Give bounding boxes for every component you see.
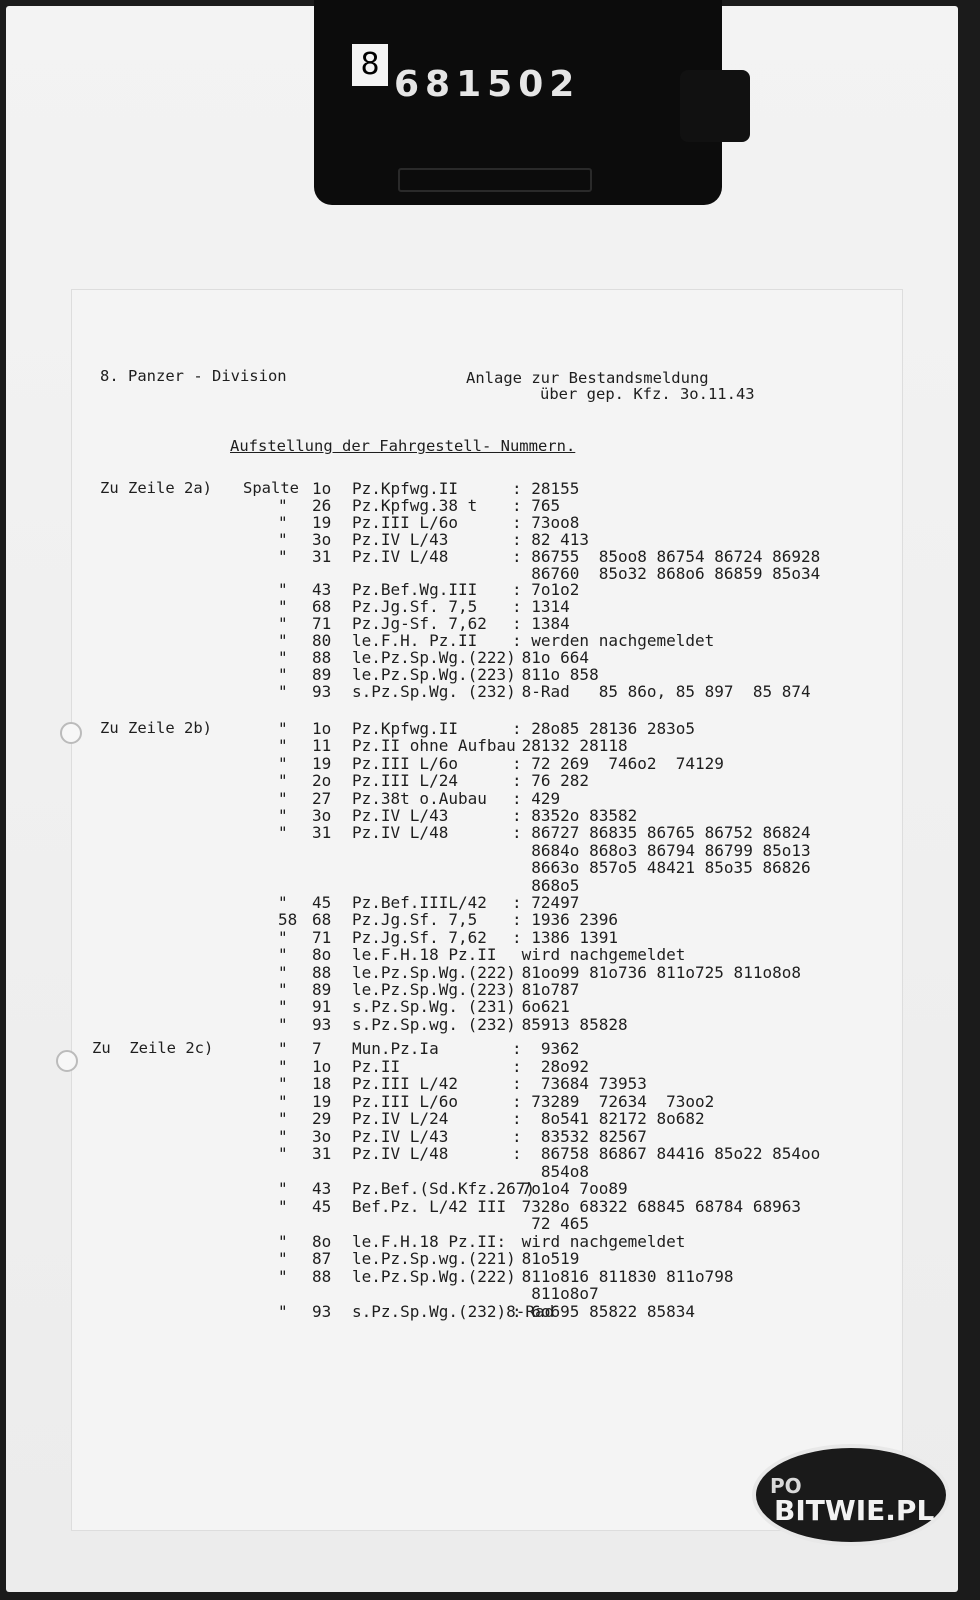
- chassis-numbers: : 8352o 83582: [512, 806, 638, 825]
- ditto-mark: ": [278, 736, 288, 756]
- annex-line-1: Anlage zur Bestandsmeldung: [466, 369, 709, 387]
- ditto-mark: ": [278, 580, 288, 600]
- ditto-mark: ": [278, 1179, 288, 1198]
- chassis-numbers: 811o 858: [512, 664, 599, 684]
- annex-line-2: über gep. Kfz. 3o.11.43: [540, 385, 755, 403]
- row-number: 43: [312, 580, 332, 600]
- ditto-mark: ": [278, 1014, 288, 1034]
- counter-slot: [398, 168, 592, 192]
- vehicle-type: s.Pz.Sp.Wg. (231): [352, 997, 516, 1017]
- vehicle-type: Pz.Bef.Wg.III: [352, 580, 478, 600]
- vehicle-type: le.F.H. Pz.II: [352, 631, 478, 651]
- row-number: 88: [312, 1266, 332, 1286]
- counter-tag: 8: [352, 44, 388, 86]
- vehicle-type: le.Pz.Sp.Wg.(222): [352, 962, 516, 982]
- vehicle-type: le.Pz.Sp.wg.(221): [352, 1249, 516, 1268]
- chassis-numbers: wird nachgemeldet: [512, 1231, 686, 1251]
- vehicle-type: Pz.IV L/43: [352, 1126, 449, 1146]
- chassis-numbers: : werden nachgemeldet: [512, 631, 715, 651]
- ditto-mark: ": [278, 512, 288, 532]
- ditto-mark: ": [278, 823, 288, 843]
- ditto-mark: ": [278, 1144, 288, 1163]
- ditto-mark: ": [278, 681, 288, 701]
- section-c-label: Zu Zeile 2c): [92, 1039, 214, 1057]
- vehicle-type: Pz.IV L/43: [352, 529, 449, 549]
- chassis-numbers: : 73684 73953: [512, 1074, 647, 1093]
- row-number: 3o: [312, 529, 332, 549]
- vehicle-type: le.Pz.Sp.Wg.(222): [352, 648, 516, 667]
- vehicle-type: Pz.III L/24: [352, 771, 458, 791]
- row-number: 89: [312, 980, 332, 999]
- chassis-numbers: 854o8: [512, 1161, 590, 1181]
- row-number: 2o: [312, 771, 332, 791]
- row-number: 87: [312, 1249, 332, 1268]
- spalte-label: Spalte: [243, 479, 299, 497]
- chassis-numbers: : 83532 82567: [512, 1126, 647, 1146]
- section-b-label: Zu Zeile 2b): [100, 719, 212, 737]
- document-title: Aufstellung der Fahrgestell- Nummern.: [230, 437, 576, 455]
- punch-hole: [60, 722, 82, 744]
- vehicle-type: Pz.Bef.IIIL/42: [352, 893, 487, 912]
- ditto-mark: ": [278, 719, 288, 738]
- chassis-numbers: : 86727 86835 86765 86752 86824: [512, 823, 811, 843]
- chassis-numbers: wird nachgemeldet: [512, 945, 686, 965]
- watermark-main: BITWIE.PL: [774, 1494, 935, 1527]
- chassis-numbers: : 72497: [512, 893, 580, 912]
- vehicle-type: le.Pz.Sp.Wg.(222): [352, 1266, 516, 1286]
- vehicle-type: Pz.38t o.Aubau: [352, 788, 487, 808]
- chassis-numbers: : 72 269 746o2 74129: [512, 753, 724, 773]
- ditto-mark: ": [278, 997, 288, 1017]
- ditto-mark: ": [278, 648, 288, 667]
- vehicle-type: Pz.III L/6o: [352, 1091, 458, 1111]
- vehicle-type: Pz.Bef.(Sd.Kfz.267): [352, 1179, 536, 1198]
- chassis-numbers: : 6o695 85822 85834: [512, 1301, 696, 1321]
- row-number: 3o: [312, 1126, 332, 1146]
- vehicle-type: Pz.IV L/43: [352, 806, 449, 825]
- section-a-label: Zu Zeile 2a): [100, 479, 212, 497]
- ditto-mark: ": [278, 945, 288, 965]
- chassis-numbers: 811o8o7: [512, 1284, 599, 1303]
- vehicle-type: Pz.II: [352, 1056, 401, 1076]
- chassis-numbers: : 73oo8: [512, 512, 580, 532]
- division-name: 8. Panzer - Division: [100, 367, 287, 385]
- vehicle-type: Pz.Kpfwg.38 t: [352, 495, 478, 515]
- chassis-numbers: : 9362: [512, 1039, 580, 1058]
- row-number: 93: [312, 681, 332, 701]
- chassis-numbers: : 28o85 28136 283o5: [512, 719, 696, 738]
- vehicle-type: Pz.III L/42: [352, 1074, 458, 1093]
- row-number: 88: [312, 962, 332, 982]
- vehicle-type: Pz.Kpfwg.II: [352, 719, 458, 738]
- ditto-mark: ": [278, 1231, 288, 1251]
- chassis-numbers: 811o816 811830 811o798: [512, 1266, 734, 1286]
- chassis-numbers: : 765: [512, 495, 561, 515]
- row-number: 68: [312, 910, 332, 930]
- document-page: [72, 290, 902, 1530]
- chassis-numbers: 8-Rad 85 86o, 85 897 85 874: [512, 681, 811, 701]
- chassis-numbers: : 429: [512, 788, 561, 808]
- vehicle-type: Mun.Pz.Ia: [352, 1039, 439, 1058]
- ditto-mark: ": [278, 980, 288, 999]
- ditto-mark: ": [278, 1301, 288, 1321]
- ditto-mark: ": [278, 1109, 288, 1128]
- row-number: 8o: [312, 945, 332, 965]
- row-number: 8o: [312, 1231, 332, 1251]
- ditto-mark: ": [278, 1056, 288, 1076]
- ditto-mark: ": [278, 1249, 288, 1268]
- row-number: 3o: [312, 806, 332, 825]
- punch-hole: [56, 1050, 78, 1072]
- watermark-top: PO: [770, 1474, 802, 1498]
- vehicle-type: Pz.III L/6o: [352, 512, 458, 532]
- counter-digits: 681502: [394, 64, 581, 105]
- row-number: 71: [312, 614, 332, 634]
- chassis-numbers: : 1384: [512, 614, 570, 634]
- row-number: 80: [312, 631, 332, 651]
- row-number: 93: [312, 1014, 332, 1034]
- chassis-numbers: : 28155: [512, 479, 580, 498]
- chassis-numbers: : 1386 1391: [512, 927, 618, 947]
- row-number: 26: [312, 495, 332, 515]
- ditto-mark: 58: [278, 910, 298, 930]
- chassis-numbers: 81o787: [512, 980, 580, 999]
- row-number: 11: [312, 736, 332, 756]
- ditto-mark: ": [278, 753, 288, 773]
- row-number: 91: [312, 997, 332, 1017]
- chassis-numbers: : 7o1o2: [512, 580, 580, 600]
- ditto-mark: ": [278, 529, 288, 549]
- chassis-numbers: 8684o 868o3 86794 86799 85o13: [512, 840, 811, 860]
- counter-knob: [680, 70, 750, 142]
- chassis-numbers: 28132 28118: [512, 736, 628, 756]
- chassis-numbers: : 73289 72634 73oo2: [512, 1091, 715, 1111]
- chassis-numbers: 81oo99 81o736 811o725 811o8o8: [512, 962, 801, 982]
- vehicle-type: Pz.IV L/48: [352, 546, 449, 566]
- ditto-mark: ": [278, 495, 288, 515]
- vehicle-type: Pz.Kpfwg.II: [352, 479, 458, 498]
- chassis-numbers: : 8o541 82172 8o682: [512, 1109, 705, 1128]
- vehicle-type: le.Pz.Sp.Wg.(223): [352, 664, 516, 684]
- ditto-mark: ": [278, 546, 288, 566]
- vehicle-type: s.Pz.Sp.wg. (232): [352, 1014, 516, 1034]
- row-number: 45: [312, 893, 332, 912]
- vehicle-type: Pz.Jg.Sf. 7,5: [352, 910, 478, 930]
- row-number: 19: [312, 512, 332, 532]
- chassis-numbers: : 1936 2396: [512, 910, 618, 930]
- vehicle-type: Pz.IV L/48: [352, 823, 449, 843]
- chassis-numbers: : 76 282: [512, 771, 590, 791]
- vehicle-type: le.F.H.18 Pz.II: [352, 945, 497, 965]
- row-number: 1o: [312, 719, 332, 738]
- chassis-numbers: 868o5: [512, 875, 580, 895]
- row-number: 31: [312, 823, 332, 843]
- row-number: 27: [312, 788, 332, 808]
- ditto-mark: ": [278, 893, 288, 912]
- row-number: 68: [312, 597, 332, 617]
- row-number: 31: [312, 546, 332, 566]
- ditto-mark: ": [278, 927, 288, 947]
- chassis-numbers: 72 465: [512, 1214, 590, 1233]
- vehicle-type: Pz.Jg.Sf. 7,62: [352, 927, 487, 947]
- ditto-mark: ": [278, 771, 288, 791]
- ditto-mark: ": [278, 1074, 288, 1093]
- ditto-mark: ": [278, 788, 288, 808]
- row-number: 45: [312, 1196, 332, 1216]
- chassis-numbers: : 86755 85oo8 86754 86724 86928: [512, 546, 821, 566]
- row-number: 19: [312, 1091, 332, 1111]
- row-number: 1o: [312, 479, 332, 498]
- vehicle-type: Bef.Pz. L/42 III: [352, 1196, 507, 1216]
- vehicle-type: Pz.IV L/48: [352, 1144, 449, 1163]
- row-number: 88: [312, 648, 332, 667]
- vehicle-type: le.Pz.Sp.Wg.(223): [352, 980, 516, 999]
- ditto-mark: ": [278, 1039, 288, 1058]
- vehicle-type: le.F.H.18 Pz.II:: [352, 1231, 507, 1251]
- chassis-numbers: 8663o 857o5 48421 85o35 86826: [512, 858, 811, 878]
- chassis-numbers: 85913 85828: [512, 1014, 628, 1034]
- row-number: 31: [312, 1144, 332, 1163]
- ditto-mark: ": [278, 614, 288, 634]
- row-number: 43: [312, 1179, 332, 1198]
- vehicle-type: Pz.Jg-Sf. 7,62: [352, 614, 487, 634]
- vehicle-type: s.Pz.Sp.Wg.(232)8-Rad: [352, 1301, 555, 1321]
- row-number: 89: [312, 664, 332, 684]
- ditto-mark: ": [278, 1196, 288, 1216]
- row-number: 1o: [312, 1056, 332, 1076]
- vehicle-type: Pz.Jg.Sf. 7,5: [352, 597, 478, 617]
- ditto-mark: ": [278, 1126, 288, 1146]
- row-number: 18: [312, 1074, 332, 1093]
- ditto-mark: ": [278, 1091, 288, 1111]
- row-number: 29: [312, 1109, 332, 1128]
- chassis-numbers: : 1314: [512, 597, 570, 617]
- ditto-mark: ": [278, 962, 288, 982]
- chassis-numbers: 86760 85o32 868o6 86859 85o34: [512, 563, 821, 583]
- chassis-numbers: : 86758 86867 84416 85o22 854oo: [512, 1144, 821, 1163]
- chassis-numbers: : 28o92: [512, 1056, 590, 1076]
- vehicle-type: Pz.IV L/24: [352, 1109, 449, 1128]
- chassis-numbers: : 82 413: [512, 529, 590, 549]
- row-number: 7: [312, 1039, 322, 1058]
- ditto-mark: ": [278, 1266, 288, 1286]
- vehicle-type: Pz.II ohne Aufbau: [352, 736, 516, 756]
- ditto-mark: ": [278, 597, 288, 617]
- chassis-numbers: 81o 664: [512, 648, 590, 667]
- chassis-numbers: 7o1o4 7oo89: [512, 1179, 628, 1198]
- vehicle-type: s.Pz.Sp.Wg. (232): [352, 681, 516, 701]
- ditto-mark: ": [278, 806, 288, 825]
- chassis-numbers: 6o621: [512, 997, 570, 1017]
- row-number: 19: [312, 753, 332, 773]
- ditto-mark: ": [278, 664, 288, 684]
- row-number: 71: [312, 927, 332, 947]
- row-number: 93: [312, 1301, 332, 1321]
- chassis-numbers: 81o519: [512, 1249, 580, 1268]
- chassis-numbers: 7328o 68322 68845 68784 68963: [512, 1196, 801, 1216]
- ditto-mark: ": [278, 631, 288, 651]
- vehicle-type: Pz.III L/6o: [352, 753, 458, 773]
